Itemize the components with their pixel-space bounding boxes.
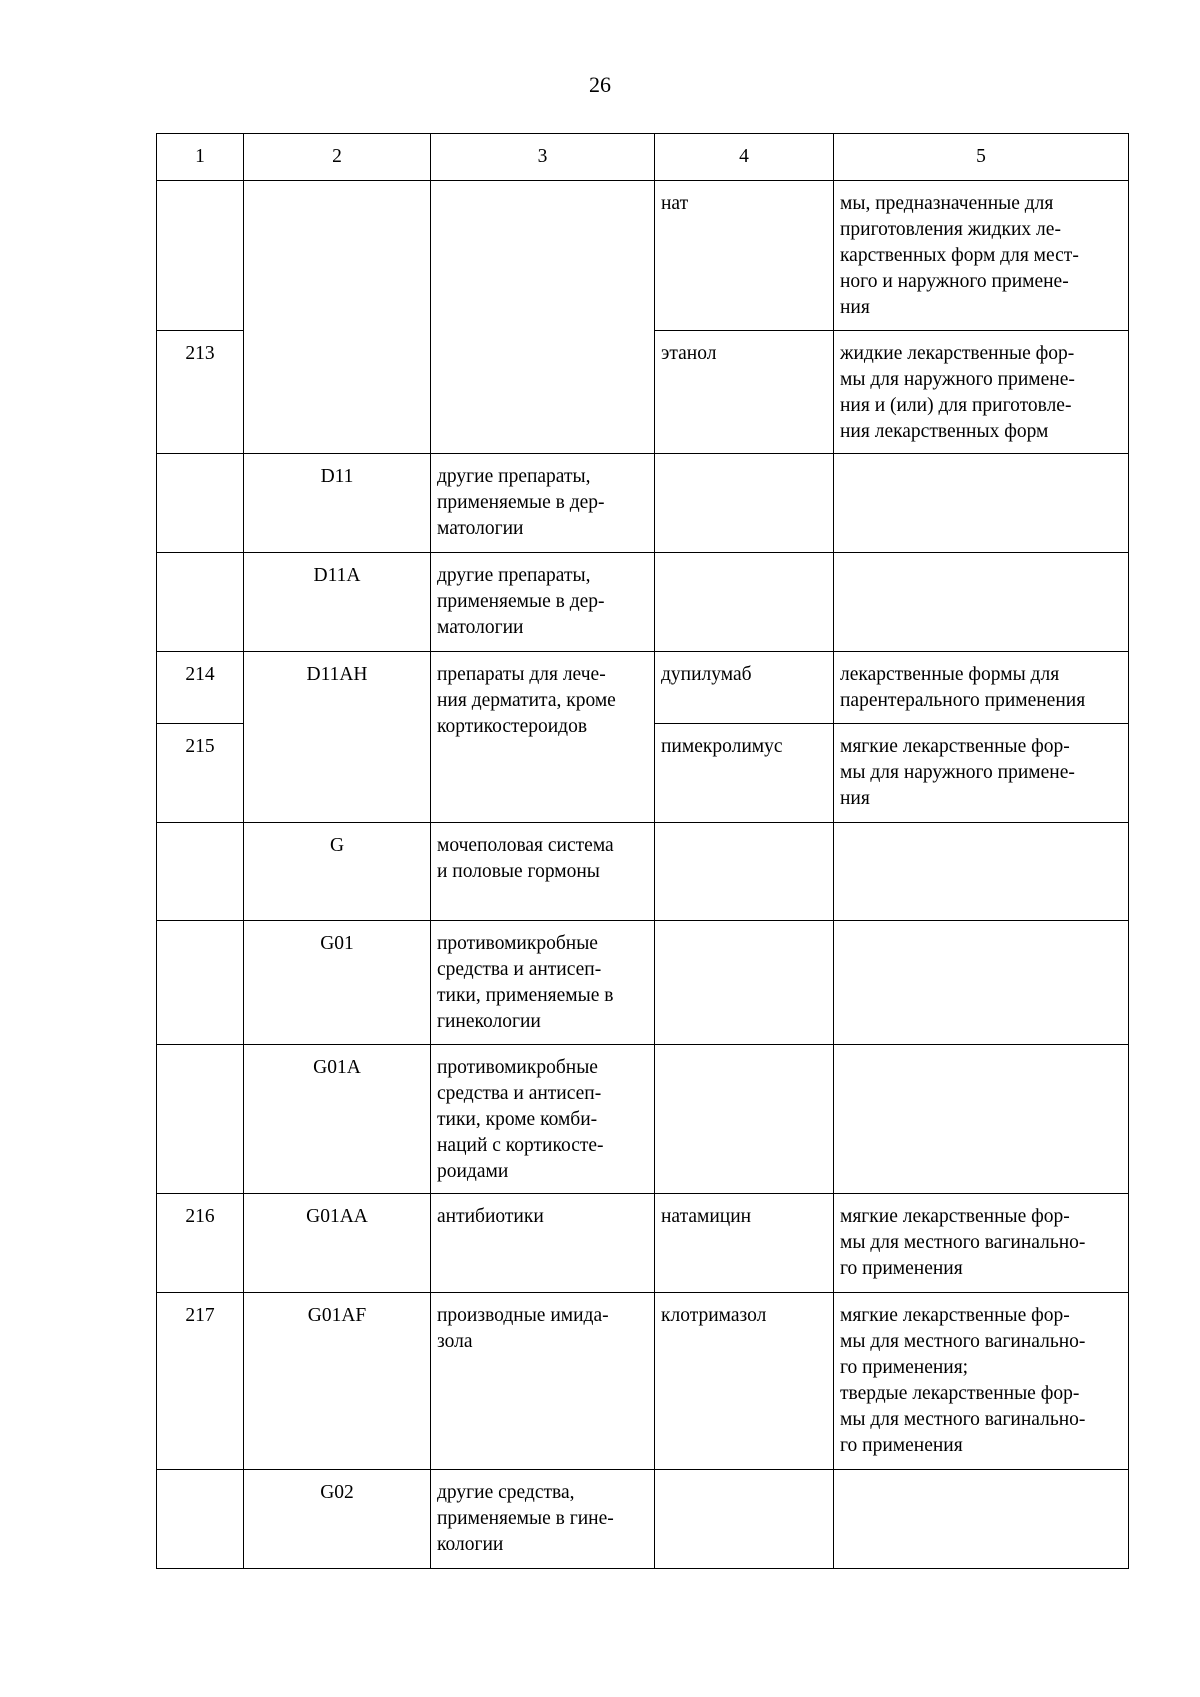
atc-group-cell <box>431 553 655 652</box>
atc-code: G01A <box>313 1057 361 1078</box>
table-row <box>157 652 1129 724</box>
atc-group: препараты для лече- ния дерматита, кроме кортикостероидов <box>437 664 616 737</box>
atc-group-cell <box>431 181 655 454</box>
dosage-form: жидкие лекарственные фор- мы для наружного примене- ния и (или) для приготовле- ния лекарственных форм <box>840 343 1075 442</box>
atc-code-cell <box>244 823 431 921</box>
dosage-form-cell <box>834 652 1129 724</box>
dosage-form-cell <box>834 181 1129 331</box>
table-row <box>157 1045 1129 1194</box>
atc-group: другие препараты, применяемые в дер- матологии <box>437 565 605 638</box>
dosage-form-cell <box>834 1293 1129 1470</box>
row-number-cell <box>157 181 244 331</box>
dosage-form: мы, предназначенные для приготовления жидких ле- карственных форм для мест- ного и наружного примене- ния <box>840 193 1079 318</box>
drug-name-cell <box>655 1045 834 1194</box>
atc-group-cell <box>431 823 655 921</box>
atc-group-cell <box>431 1045 655 1194</box>
dosage-form-cell <box>834 1470 1129 1569</box>
atc-code-cell <box>244 553 431 652</box>
atc-code: G <box>329 835 345 856</box>
dosage-form-cell <box>834 823 1129 921</box>
row-number: 213 <box>185 343 215 364</box>
row-number-cell <box>157 1470 244 1569</box>
atc-code-cell <box>244 1293 431 1470</box>
atc-code-cell <box>244 1470 431 1569</box>
atc-code: G01 <box>320 933 354 954</box>
drug-name-cell <box>655 181 834 331</box>
table-row <box>157 921 1129 1045</box>
row-number-cell <box>157 1194 244 1293</box>
drug-name: пимекролимус <box>661 736 783 757</box>
column-header: 1 <box>157 134 244 181</box>
atc-code-cell <box>244 652 431 823</box>
row-number-cell <box>157 1293 244 1470</box>
drug-name-cell <box>655 1470 834 1569</box>
row-number: 217 <box>185 1305 215 1326</box>
atc-code-cell <box>244 181 431 454</box>
table-row <box>157 1194 1129 1293</box>
atc-group: мочеполовая система и половые гормоны <box>437 835 614 882</box>
drug-name-cell <box>655 454 834 553</box>
drug-list-table <box>156 133 1129 1569</box>
dosage-form-cell <box>834 1194 1129 1293</box>
table-header-row <box>157 134 1129 181</box>
atc-code: D11AH <box>306 664 368 685</box>
atc-group: противомикробные средства и антисеп- тики, применяемые в гинекологии <box>437 933 614 1032</box>
row-number-cell <box>157 454 244 553</box>
drug-name-cell <box>655 1293 834 1470</box>
dosage-form: мягкие лекарственные фор- мы для местного вагинально- го применения; твердые лекарственные фор- мы для местного вагинально- го применения <box>840 1305 1086 1456</box>
atc-group-cell <box>431 454 655 553</box>
row-number-cell <box>157 823 244 921</box>
atc-group-cell <box>431 1194 655 1293</box>
dosage-form-cell <box>834 724 1129 823</box>
table-row <box>157 454 1129 553</box>
atc-code-cell <box>244 1045 431 1194</box>
drug-name: этанол <box>661 343 717 364</box>
dosage-form: мягкие лекарственные фор- мы для местного вагинально- го применения <box>840 1206 1086 1279</box>
atc-code: G01AA <box>306 1206 368 1227</box>
drug-name: клотримазол <box>661 1305 767 1326</box>
column-header: 5 <box>834 134 1129 181</box>
table-row <box>157 823 1129 921</box>
row-number-cell <box>157 724 244 823</box>
row-number-cell <box>157 652 244 724</box>
row-number: 215 <box>185 736 215 757</box>
atc-code: D11A <box>313 565 361 586</box>
atc-group: противомикробные средства и антисеп- тики, кроме комби- наций с кортикосте- роидами <box>437 1057 604 1182</box>
drug-name: натамицин <box>661 1206 752 1227</box>
atc-group: производные имида- зола <box>437 1305 609 1352</box>
drug-name-cell <box>655 1194 834 1293</box>
atc-group: другие препараты, применяемые в дер- матологии <box>437 466 605 539</box>
dosage-form-cell <box>834 1045 1129 1194</box>
drug-name-cell <box>655 331 834 454</box>
row-number-cell <box>157 1045 244 1194</box>
column-header: 2 <box>244 134 431 181</box>
atc-code: D11 <box>320 466 354 487</box>
column-header: 4 <box>655 134 834 181</box>
atc-group-cell <box>431 921 655 1045</box>
drug-name-cell <box>655 921 834 1045</box>
page-number: 26 <box>589 72 611 97</box>
row-number: 214 <box>185 664 215 685</box>
dosage-form-cell <box>834 454 1129 553</box>
drug-name-cell <box>655 553 834 652</box>
column-header: 3 <box>431 134 655 181</box>
atc-group-cell <box>431 1470 655 1569</box>
atc-code: G02 <box>320 1482 354 1503</box>
atc-group-cell <box>431 1293 655 1470</box>
dosage-form-cell <box>834 331 1129 454</box>
drug-name-cell <box>655 823 834 921</box>
atc-group: антибиотики <box>437 1206 544 1227</box>
atc-code-cell <box>244 921 431 1045</box>
table-row <box>157 1470 1129 1569</box>
row-number-cell <box>157 331 244 454</box>
dosage-form-cell <box>834 921 1129 1045</box>
drug-name-cell <box>655 652 834 724</box>
table-row <box>157 553 1129 652</box>
table-row <box>157 1293 1129 1470</box>
atc-code-cell <box>244 454 431 553</box>
atc-code: G01AF <box>307 1305 367 1326</box>
atc-group-cell <box>431 652 655 823</box>
dosage-form: лекарственные формы для парентерального применения <box>840 664 1086 711</box>
drug-name: нат <box>661 193 689 214</box>
row-number-cell <box>157 553 244 652</box>
atc-group: другие средства, применяемые в гине- кологии <box>437 1482 614 1555</box>
row-number-cell <box>157 921 244 1045</box>
row-number: 216 <box>185 1206 215 1227</box>
table-row <box>157 181 1129 331</box>
dosage-form: мягкие лекарственные фор- мы для наружного примене- ния <box>840 736 1075 809</box>
drug-name: дупилумаб <box>661 664 752 685</box>
drug-name-cell <box>655 724 834 823</box>
dosage-form-cell <box>834 553 1129 652</box>
atc-code-cell <box>244 1194 431 1293</box>
